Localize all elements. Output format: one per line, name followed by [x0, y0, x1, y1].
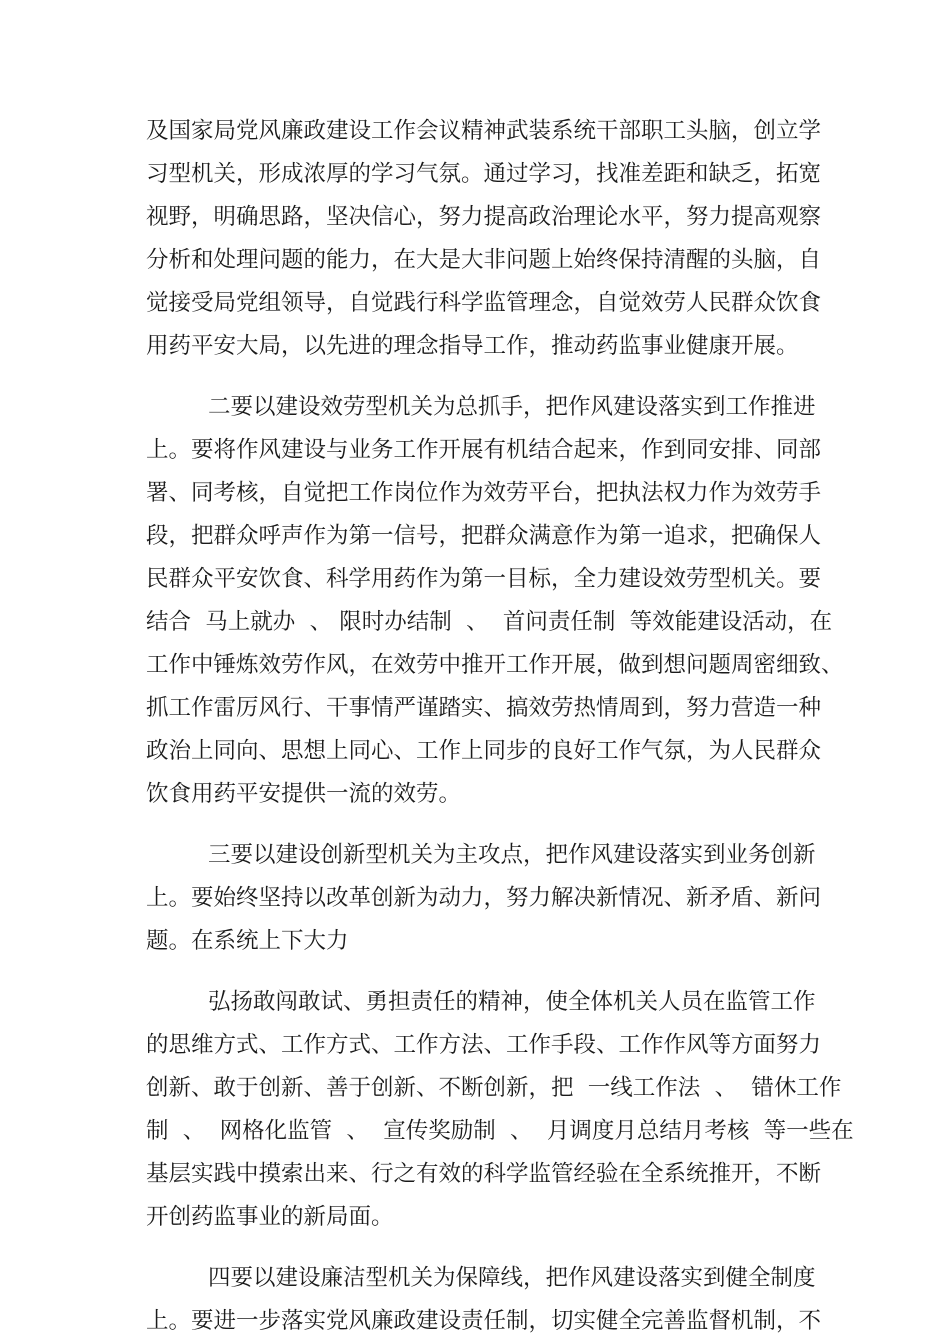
- text-line: 政治上同向、思想上同心、工作上同步的良好工作气氛，为人民群众: [146, 738, 822, 764]
- text-line: 制 、 网格化监管 、 宣传奖励制 、 月调度月总结月考核 等一些在: [146, 1118, 854, 1144]
- text-line: 段，把群众呼声作为第一信号，把群众满意作为第一追求，把确保人: [146, 523, 822, 549]
- text-line: 结合 马上就办 、 限时办结制 、 首问责任制 等效能建设活动，在: [146, 609, 833, 635]
- text-line: 工作中锤炼效劳作风，在效劳中推开工作开展，做到想问题周密细致、: [146, 652, 844, 678]
- text-line: 二要以建设效劳型机关为总抓手，把作风建设落实到工作推进: [208, 394, 816, 420]
- text-line: 上。要将作风建设与业务工作开展有机结合起来，作到同安排、同部: [146, 437, 822, 463]
- text-line: 饮食用药平安提供一流的效劳。: [146, 781, 462, 807]
- text-line: 基层实践中摸索出来、行之有效的科学监管经验在全系统推开，不断: [146, 1161, 822, 1187]
- text-line: 题。在系统上下大力: [146, 928, 349, 954]
- text-line: 及国家局党风廉政建设工作会议精神武装系统干部职工头脑，创立学: [146, 118, 822, 144]
- text-line: 四要以建设廉洁型机关为保障线，把作风建设落实到健全制度: [208, 1265, 816, 1291]
- text-line: 开创药监事业的新局面。: [146, 1204, 394, 1230]
- text-line: 觉接受局党组领导，自觉践行科学监管理念，自觉效劳人民群众饮食: [146, 290, 822, 316]
- text-line: 分析和处理问题的能力，在大是大非问题上始终保持清醒的头脑，自: [146, 247, 822, 273]
- text-line: 创新、敢于创新、善于创新、不断创新，把 一线工作法 、 错休工作: [146, 1075, 842, 1101]
- text-line: 视野，明确思路，坚决信心，努力提高政治理论水平，努力提高观察: [146, 204, 822, 230]
- text-line: 抓工作雷厉风行、干事情严谨踏实、搞效劳热情周到，努力营造一种: [146, 695, 822, 721]
- text-line: 署、同考核，自觉把工作岗位作为效劳平台，把执法权力作为效劳手: [146, 480, 822, 506]
- text-line: 上。要进一步落实党风廉政建设责任制，切实健全完善监督机制，不: [146, 1308, 822, 1334]
- text-line: 三要以建设创新型机关为主攻点，把作风建设落实到业务创新: [208, 842, 816, 868]
- text-line: 用药平安大局，以先进的理念指导工作，推动药监事业健康开展。: [146, 333, 799, 359]
- text-line: 的思维方式、工作方式、工作方法、工作手段、工作作风等方面努力: [146, 1032, 822, 1058]
- text-line: 弘扬敢闯敢试、勇担责任的精神，使全体机关人员在监管工作: [208, 989, 816, 1015]
- text-line: 习型机关，形成浓厚的学习气氛。通过学习，找准差距和缺乏，拓宽: [146, 161, 822, 187]
- text-line: 上。要始终坚持以改革创新为动力，努力解决新情况、新矛盾、新问: [146, 885, 822, 911]
- text-line: 民群众平安饮食、科学用药作为第一目标，全力建设效劳型机关。要: [146, 566, 822, 592]
